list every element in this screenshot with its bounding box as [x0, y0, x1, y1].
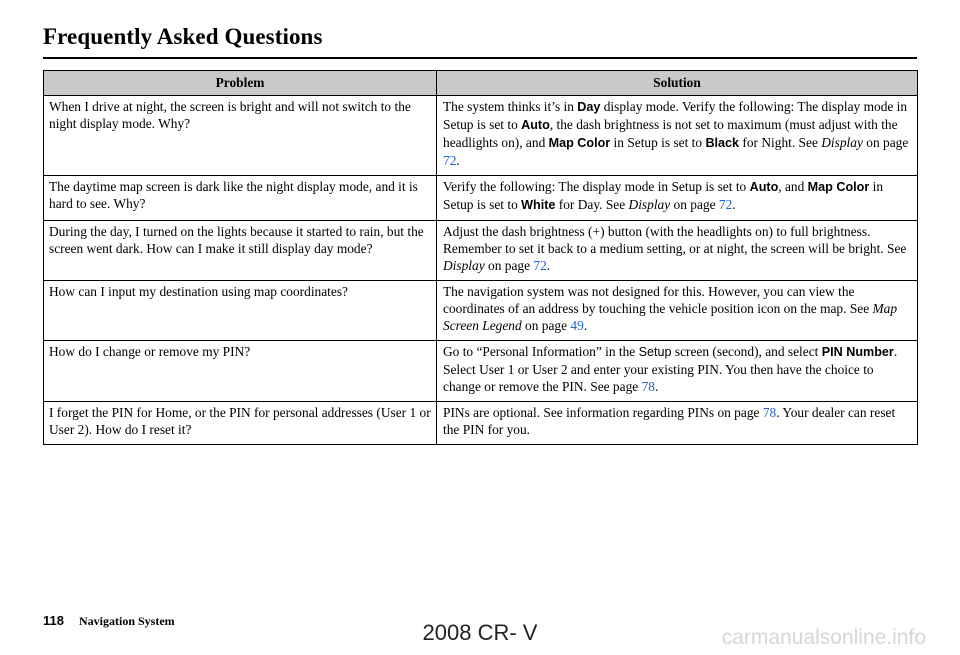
footer-section-title: Navigation System	[79, 614, 175, 628]
problem-cell: The daytime map screen is dark like the night display mode, and it is hard to see. Why?	[44, 176, 437, 221]
solution-text: on page	[484, 258, 534, 273]
ui-term: Map Color	[807, 180, 870, 194]
ui-term: PIN Number	[821, 345, 894, 359]
cross-reference: Display	[628, 197, 671, 212]
cross-reference: Map Screen Legend	[443, 301, 898, 333]
solution-text: .	[456, 153, 460, 168]
ui-term: Auto	[521, 118, 550, 132]
solution-cell	[437, 221, 918, 281]
table-row	[44, 281, 918, 341]
solution-text: .	[654, 379, 659, 394]
solution-text: display mode. Verify the following: The display mode in Setup is set to	[443, 99, 908, 132]
column-header-solution: Solution	[437, 71, 918, 96]
solution-text: .	[732, 197, 736, 212]
table-row	[44, 341, 918, 402]
ui-term: Black	[705, 136, 740, 150]
problem-cell: How can I input my destination using map coordinates?	[44, 281, 437, 341]
solution-text: . Select User 1 or User 2 and enter your existing PIN. You then have the choice to change or remove the PIN. See page	[443, 344, 898, 394]
ui-term: Setup	[638, 345, 672, 359]
solution-cell	[437, 176, 918, 221]
problem-cell: How do I change or remove my PIN?	[44, 341, 437, 402]
solution-text: on page	[862, 135, 909, 150]
problem-cell: I forget the PIN for Home, or the PIN for personal addresses (User 1 or User 2). How do I reset it?	[44, 402, 437, 445]
cross-reference: Display	[443, 258, 485, 273]
solution-text: on page	[670, 197, 719, 212]
problem-cell: During the day, I turned on the lights because it started to rain, but the screen went dark. How can I make it still display day mode?	[44, 221, 437, 281]
table-row	[44, 96, 918, 176]
page-link[interactable]: 72	[443, 153, 457, 168]
watermark-model: 2008 CR- V	[422, 620, 538, 645]
solution-text: .	[583, 318, 588, 333]
ui-term: White	[521, 198, 556, 212]
page-link[interactable]: 78	[641, 379, 655, 394]
page-link[interactable]: 72	[718, 197, 733, 212]
problem-cell: When I drive at night, the screen is bright and will not switch to the night display mode. Why?	[44, 96, 437, 176]
solution-cell	[437, 341, 918, 402]
solution-cell	[437, 281, 918, 341]
watermark-site: carmanualsonline.info	[721, 626, 926, 649]
column-header-problem: Problem	[44, 71, 437, 96]
solution-text: . Your dealer can reset the PIN for you.	[443, 405, 896, 437]
solution-text: , and	[778, 179, 808, 194]
ui-term: Auto	[749, 180, 779, 194]
solution-cell	[437, 402, 918, 445]
solution-cell	[437, 96, 918, 176]
solution-text: Verify the following: The display mode in Setup is set to	[443, 179, 750, 194]
table-row	[44, 221, 918, 281]
solution-text: for Night. See	[739, 135, 822, 150]
table-row	[44, 176, 918, 221]
solution-text: , the dash brightness is not set to maximum (must adjust with the headlights on), and	[443, 117, 898, 150]
ui-term: Day	[577, 100, 601, 114]
page-link[interactable]: 72	[533, 258, 547, 273]
solution-text: for Day. See	[555, 197, 629, 212]
solution-text: in Setup is set to	[443, 179, 884, 212]
solution-text: in Setup is set to	[610, 135, 706, 150]
faq-table	[43, 70, 918, 445]
solution-text: Adjust the dash brightness (+) button (with the headlights on) to full brightness. Remember to set it back to a medium setting, or at night, the screen will be bright. See	[443, 224, 907, 256]
table-header-row	[44, 71, 918, 96]
solution-text: on page	[521, 318, 571, 333]
page-link[interactable]: 78	[762, 405, 777, 420]
title-rule	[43, 57, 917, 59]
solution-text: .	[546, 258, 551, 273]
page-number: 118	[43, 613, 64, 628]
cross-reference: Display	[821, 135, 863, 150]
ui-term: Map Color	[548, 136, 611, 150]
table-row	[44, 402, 918, 445]
solution-text: PINs are optional. See information regarding PINs on page	[443, 405, 763, 420]
solution-text: The navigation system was not designed for this. However, you can view the coordinates of an address by touching the vehicle position icon on the map. See	[443, 284, 873, 316]
solution-text: The system thinks it’s in	[443, 99, 578, 114]
page-title: Frequently Asked Questions	[43, 24, 323, 49]
solution-text: screen (second), and select	[671, 344, 822, 359]
solution-text: Go to “Personal Information” in the	[443, 344, 639, 359]
page-link[interactable]: 49	[570, 318, 584, 333]
